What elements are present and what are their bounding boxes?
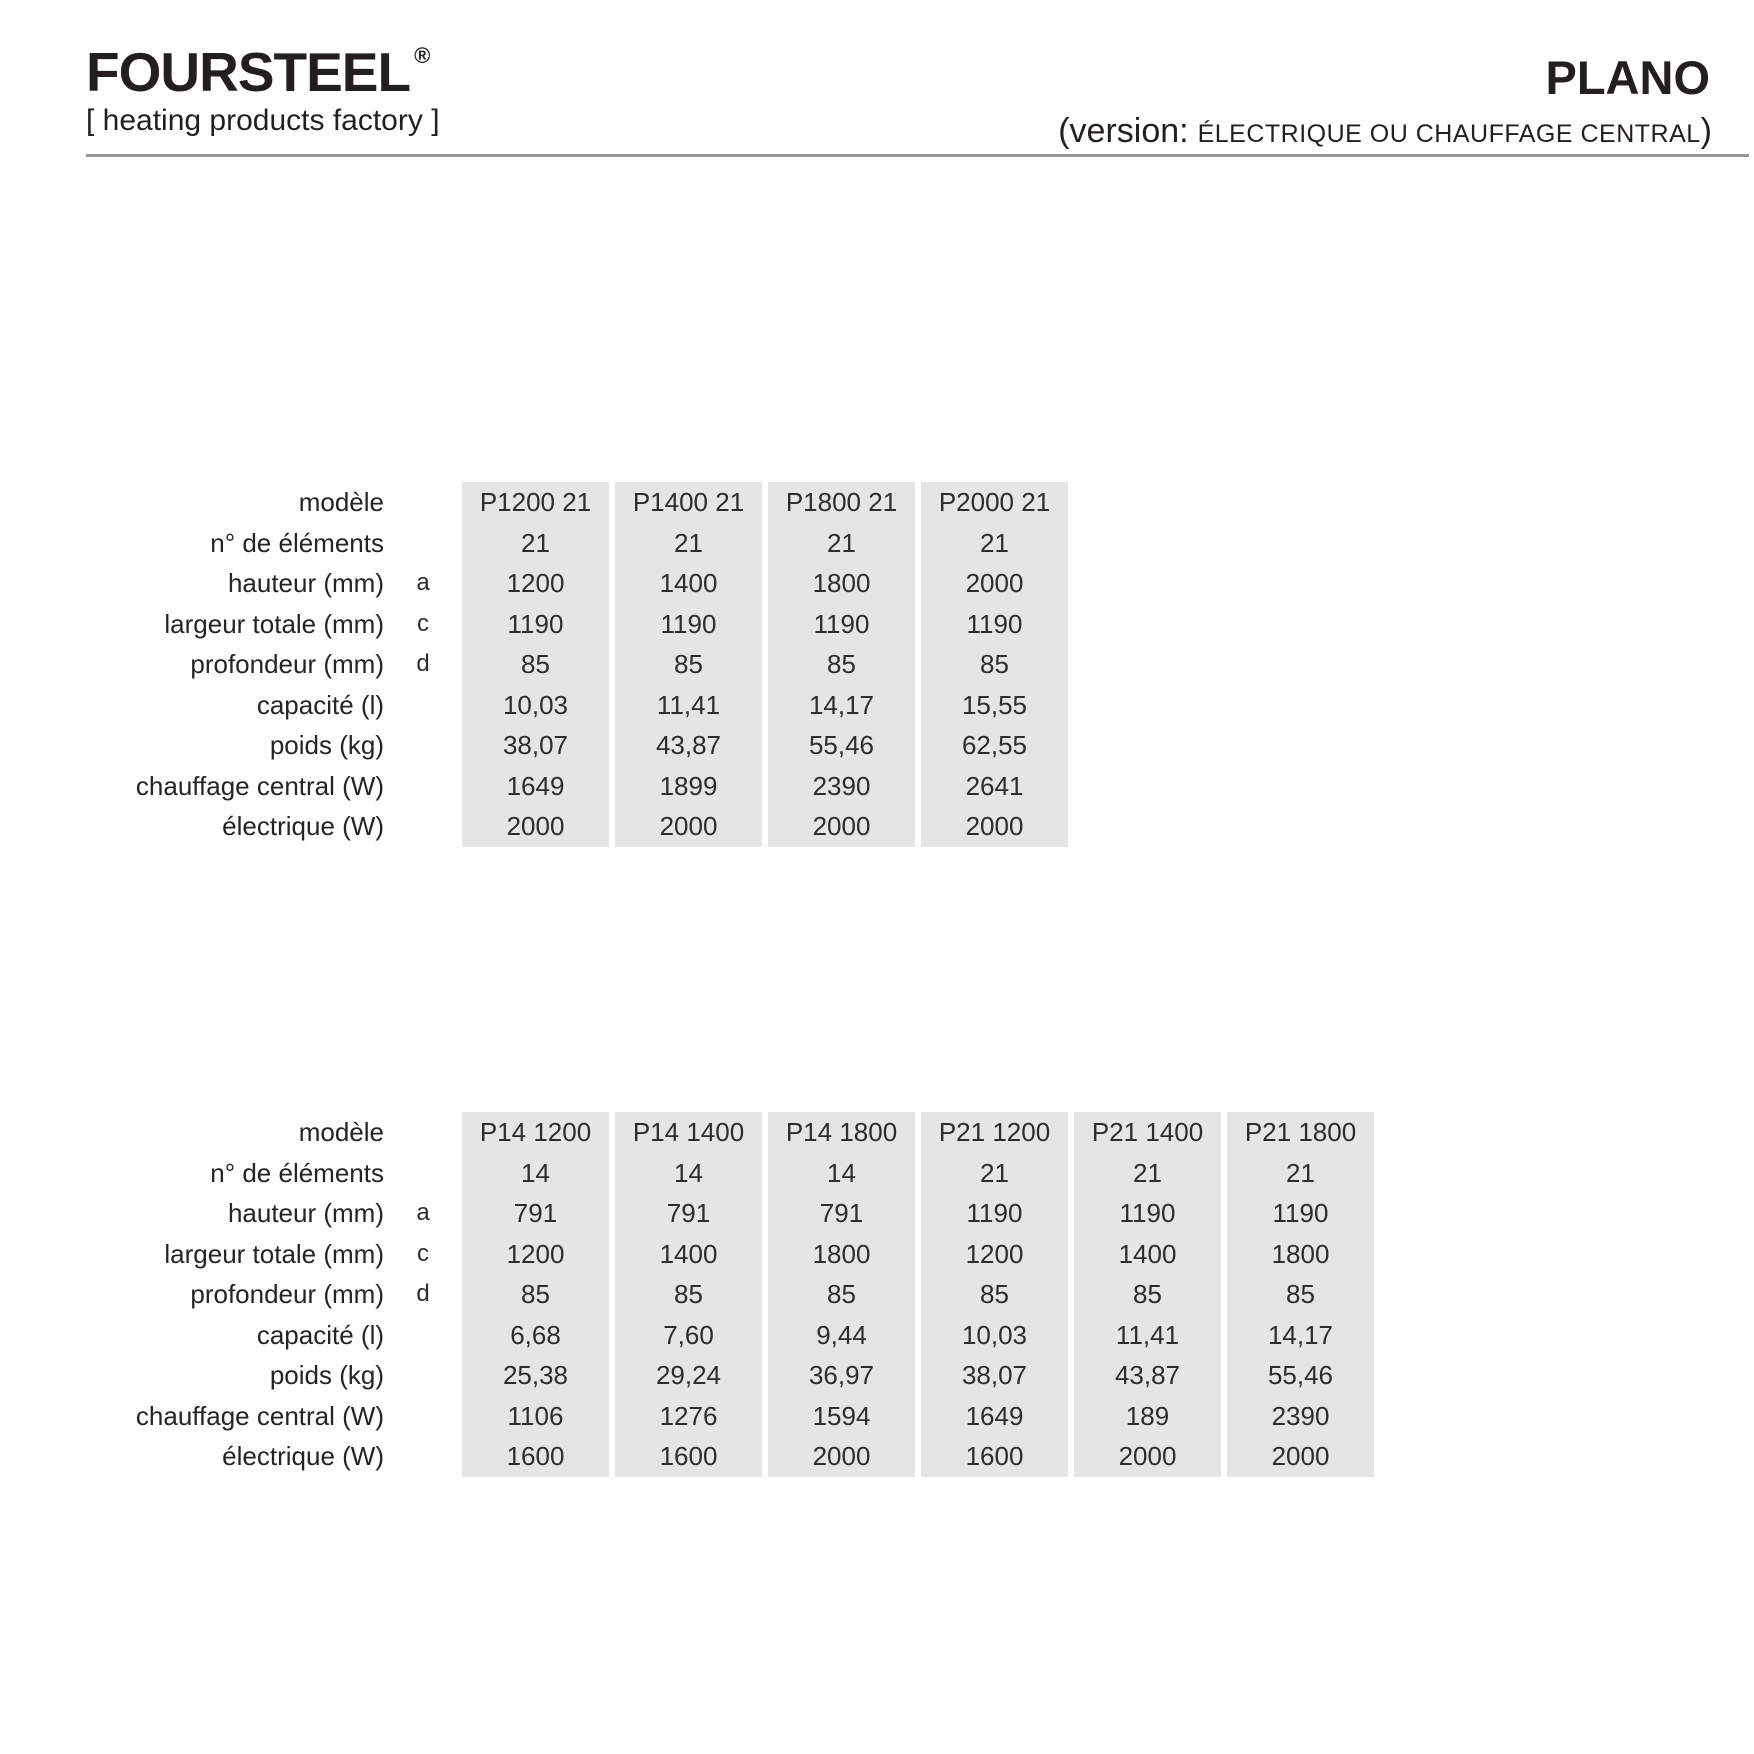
version-prefix: (version: <box>1058 112 1189 150</box>
spec-value: 2641 <box>921 766 1068 807</box>
model-name: P21 1200 <box>921 1112 1068 1153</box>
spec-value: 1400 <box>1074 1234 1221 1275</box>
spec-value: 11,41 <box>1074 1315 1221 1356</box>
dimension-letter <box>390 766 456 807</box>
spec-value: 1200 <box>921 1234 1068 1275</box>
row-label: électrique (W) <box>222 811 384 842</box>
model-name: P1800 21 <box>768 482 915 523</box>
spec-value: 14,17 <box>768 685 915 726</box>
row-label: chauffage central (W) <box>135 1400 384 1431</box>
spec-table-bottom <box>81 1112 1374 1477</box>
spec-value: 1600 <box>462 1436 609 1477</box>
model-name: P14 1400 <box>615 1112 762 1153</box>
product-title: PLANO <box>1545 51 1710 104</box>
spec-value: 21 <box>462 523 609 564</box>
spec-value: 1190 <box>768 604 915 645</box>
spec-value: 1594 <box>768 1396 915 1437</box>
spec-value: 21 <box>921 1153 1068 1194</box>
spec-value: 10,03 <box>462 685 609 726</box>
spec-value: 14 <box>615 1153 762 1194</box>
row-label: modèle <box>298 1117 384 1148</box>
spec-value: 85 <box>768 1274 915 1315</box>
spec-value: 43,87 <box>1074 1355 1221 1396</box>
header-divider <box>86 154 1749 157</box>
spec-value: 14 <box>768 1153 915 1194</box>
spec-value: 2000 <box>921 563 1068 604</box>
model-name: P21 1800 <box>1227 1112 1374 1153</box>
spec-value: 2000 <box>462 806 609 847</box>
row-label: n° de éléments <box>210 1157 384 1188</box>
spec-value: 36,97 <box>768 1355 915 1396</box>
spec-value: 14 <box>462 1153 609 1194</box>
spec-value: 7,60 <box>615 1315 762 1356</box>
model-name: P2000 21 <box>921 482 1068 523</box>
spec-value: 11,41 <box>615 685 762 726</box>
spec-value: 25,38 <box>462 1355 609 1396</box>
product-version-line <box>1058 112 1712 156</box>
dimension-letter <box>390 725 456 766</box>
version-suffix: ) <box>1700 112 1712 150</box>
spec-value: 1200 <box>462 1234 609 1275</box>
model-name: P14 1800 <box>768 1112 915 1153</box>
spec-value: 38,07 <box>921 1355 1068 1396</box>
spec-value: 2390 <box>768 766 915 807</box>
spec-value: 85 <box>462 1274 609 1315</box>
spec-value: 21 <box>1227 1153 1374 1194</box>
row-label: poids (kg) <box>269 1360 384 1391</box>
spec-table-top <box>81 482 1068 847</box>
row-label: capacité (l) <box>256 689 384 720</box>
spec-value: 1800 <box>768 563 915 604</box>
spec-value: 85 <box>615 1274 762 1315</box>
spec-value: 1190 <box>921 604 1068 645</box>
dimension-letter <box>390 523 456 564</box>
dimension-letter <box>390 1396 456 1437</box>
dimension-letter <box>390 1436 456 1477</box>
spec-value: 55,46 <box>768 725 915 766</box>
model-name: P1200 21 <box>462 482 609 523</box>
dimension-letter: d <box>416 1280 430 1308</box>
dimension-letter <box>390 1153 456 1194</box>
row-label: poids (kg) <box>269 730 384 761</box>
spec-value: 85 <box>921 1274 1068 1315</box>
spec-value: 21 <box>615 523 762 564</box>
spec-value: 1800 <box>768 1234 915 1275</box>
spec-value: 1190 <box>921 1193 1068 1234</box>
dimension-letter: c <box>417 1239 429 1267</box>
dimension-letter: c <box>417 609 429 637</box>
spec-value: 1190 <box>615 604 762 645</box>
dimension-letter <box>390 806 456 847</box>
spec-value: 189 <box>1074 1396 1221 1437</box>
dimension-letter <box>390 1355 456 1396</box>
spec-value: 62,55 <box>921 725 1068 766</box>
spec-value: 2000 <box>615 806 762 847</box>
spec-value: 1276 <box>615 1396 762 1437</box>
spec-value: 38,07 <box>462 725 609 766</box>
spec-value: 1600 <box>921 1436 1068 1477</box>
model-name: P14 1200 <box>462 1112 609 1153</box>
dimension-letter: d <box>416 650 430 678</box>
spec-value: 1649 <box>462 766 609 807</box>
spec-value: 55,46 <box>1227 1355 1374 1396</box>
registered-trademark-mark: ® <box>414 43 431 68</box>
spec-value: 14,17 <box>1227 1315 1374 1356</box>
spec-value: 1190 <box>1227 1193 1374 1234</box>
spec-value: 2000 <box>1074 1436 1221 1477</box>
dimension-letter <box>390 1315 456 1356</box>
brand-name: FOURSTEEL <box>86 41 411 103</box>
row-label: hauteur (mm) <box>227 568 384 599</box>
row-label: modèle <box>298 487 384 518</box>
dimension-letter <box>390 482 456 523</box>
row-label: chauffage central (W) <box>135 770 384 801</box>
spec-value: 791 <box>462 1193 609 1234</box>
row-label: profondeur (mm) <box>190 649 384 680</box>
spec-value: 1400 <box>615 563 762 604</box>
spec-value: 1649 <box>921 1396 1068 1437</box>
spec-value: 85 <box>1227 1274 1374 1315</box>
brand-logo <box>86 41 440 138</box>
spec-value: 29,24 <box>615 1355 762 1396</box>
spec-value: 2390 <box>1227 1396 1374 1437</box>
brand-name-line <box>86 41 440 103</box>
dimension-letter <box>390 685 456 726</box>
spec-value: 1800 <box>1227 1234 1374 1275</box>
spec-value: 791 <box>615 1193 762 1234</box>
spec-value: 85 <box>768 644 915 685</box>
spec-value: 1400 <box>615 1234 762 1275</box>
spec-value: 85 <box>1074 1274 1221 1315</box>
row-label: capacité (l) <box>256 1319 384 1350</box>
spec-value: 21 <box>921 523 1068 564</box>
brand-tagline: [ heating products factory ] <box>86 103 440 137</box>
spec-value: 43,87 <box>615 725 762 766</box>
row-label: largeur totale (mm) <box>164 1238 384 1269</box>
spec-value: 791 <box>768 1193 915 1234</box>
spec-value: 9,44 <box>768 1315 915 1356</box>
spec-value: 1190 <box>462 604 609 645</box>
row-label: électrique (W) <box>222 1441 384 1472</box>
row-label: n° de éléments <box>210 527 384 558</box>
spec-value: 2000 <box>921 806 1068 847</box>
spec-value: 85 <box>462 644 609 685</box>
version-value: ÉLECTRIQUE OU CHAUFFAGE CENTRAL <box>1197 120 1701 148</box>
spec-value: 15,55 <box>921 685 1068 726</box>
model-name: P1400 21 <box>615 482 762 523</box>
spec-value: 21 <box>1074 1153 1221 1194</box>
dimension-letter <box>390 1112 456 1153</box>
dimension-letter: a <box>416 1199 430 1227</box>
spec-value: 1899 <box>615 766 762 807</box>
row-label: hauteur (mm) <box>227 1198 384 1229</box>
spec-value: 85 <box>921 644 1068 685</box>
spec-value: 1106 <box>462 1396 609 1437</box>
spec-value: 1600 <box>615 1436 762 1477</box>
spec-value: 2000 <box>768 806 915 847</box>
model-name: P21 1400 <box>1074 1112 1221 1153</box>
row-label: profondeur (mm) <box>190 1279 384 1310</box>
dimension-letter: a <box>416 569 430 597</box>
spec-value: 21 <box>768 523 915 564</box>
row-label: largeur totale (mm) <box>164 608 384 639</box>
spec-value: 1190 <box>1074 1193 1221 1234</box>
spec-value: 1200 <box>462 563 609 604</box>
spec-value: 85 <box>615 644 762 685</box>
spec-value: 6,68 <box>462 1315 609 1356</box>
spec-value: 2000 <box>768 1436 915 1477</box>
spec-value: 10,03 <box>921 1315 1068 1356</box>
spec-value: 2000 <box>1227 1436 1374 1477</box>
